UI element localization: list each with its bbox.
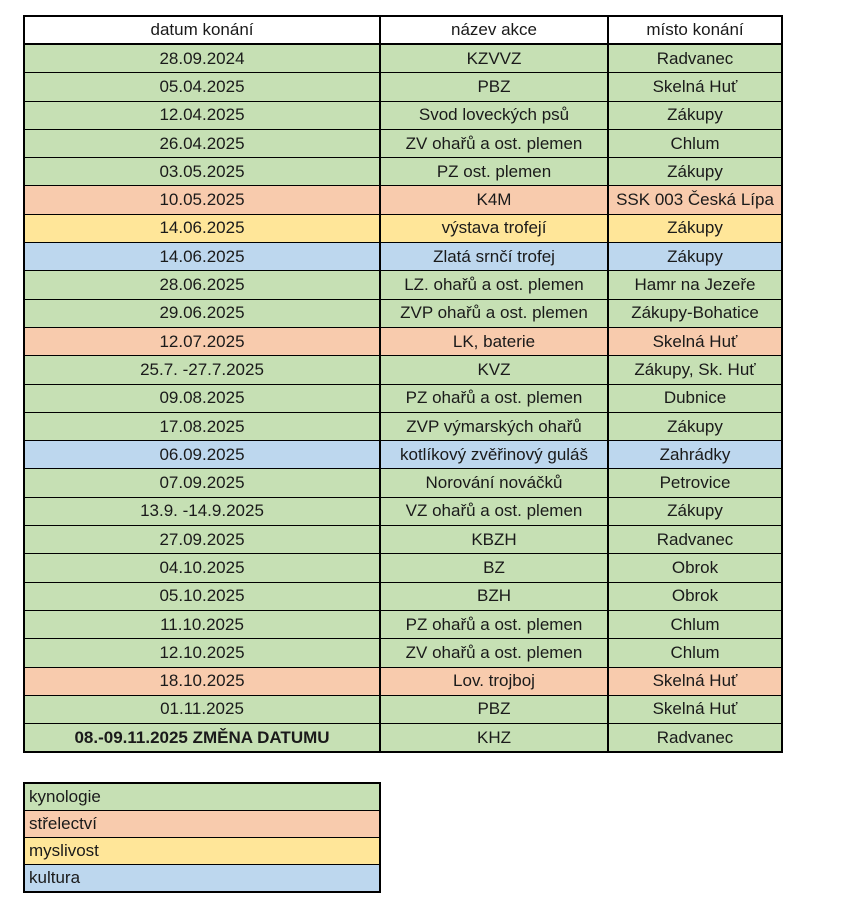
event-venue: Skelná Huť bbox=[608, 667, 782, 695]
table-row bbox=[24, 101, 782, 129]
event-name: KVZ bbox=[380, 356, 608, 384]
legend-label: kynologie bbox=[24, 783, 380, 811]
table-row bbox=[24, 554, 782, 582]
event-venue: Zákupy bbox=[608, 214, 782, 242]
event-name: PBZ bbox=[380, 695, 608, 723]
legend-row bbox=[24, 838, 380, 865]
event-date: 12.04.2025 bbox=[24, 101, 380, 129]
event-name: Zlatá srnčí trofej bbox=[380, 243, 608, 271]
event-name: ZVP ohařů a ost. plemen bbox=[380, 299, 608, 327]
header-venue: místo konání bbox=[608, 16, 782, 44]
event-name: Lov. trojboj bbox=[380, 667, 608, 695]
event-date: 29.06.2025 bbox=[24, 299, 380, 327]
event-date: 18.10.2025 bbox=[24, 667, 380, 695]
event-venue: Zákupy bbox=[608, 412, 782, 440]
legend-row bbox=[24, 865, 380, 893]
table-row bbox=[24, 73, 782, 101]
table-row bbox=[24, 610, 782, 638]
event-date: 17.08.2025 bbox=[24, 412, 380, 440]
table-row bbox=[24, 639, 782, 667]
legend-label: kultura bbox=[24, 865, 380, 893]
legend-body bbox=[24, 783, 380, 892]
table-header bbox=[24, 16, 782, 44]
event-venue: Chlum bbox=[608, 129, 782, 157]
event-name: VZ ohařů a ost. plemen bbox=[380, 497, 608, 525]
event-venue: Obrok bbox=[608, 554, 782, 582]
event-venue: Skelná Huť bbox=[608, 327, 782, 355]
event-name: KBZH bbox=[380, 526, 608, 554]
event-venue: Radvanec bbox=[608, 526, 782, 554]
table-row bbox=[24, 412, 782, 440]
event-date: 07.09.2025 bbox=[24, 469, 380, 497]
event-name: KZVVZ bbox=[380, 44, 608, 73]
legend-row bbox=[24, 783, 380, 811]
event-venue: Petrovice bbox=[608, 469, 782, 497]
event-name: KHZ bbox=[380, 724, 608, 753]
table-row bbox=[24, 158, 782, 186]
event-date: 05.04.2025 bbox=[24, 73, 380, 101]
event-name: PZ ost. plemen bbox=[380, 158, 608, 186]
event-date: 14.06.2025 bbox=[24, 214, 380, 242]
event-venue: Zákupy bbox=[608, 497, 782, 525]
table-row bbox=[24, 44, 782, 73]
event-name: PBZ bbox=[380, 73, 608, 101]
event-venue: Zákupy-Bohatice bbox=[608, 299, 782, 327]
header-event-name: název akce bbox=[380, 16, 608, 44]
event-name: Norování nováčků bbox=[380, 469, 608, 497]
event-venue: Zákupy bbox=[608, 243, 782, 271]
event-name: PZ ohařů a ost. plemen bbox=[380, 384, 608, 412]
table-row bbox=[24, 724, 782, 753]
event-venue: Skelná Huť bbox=[608, 695, 782, 723]
table-row bbox=[24, 695, 782, 723]
event-date: 28.09.2024 bbox=[24, 44, 380, 73]
event-name: K4M bbox=[380, 186, 608, 214]
event-date: 27.09.2025 bbox=[24, 526, 380, 554]
event-venue: Zahrádky bbox=[608, 441, 782, 469]
table-row bbox=[24, 214, 782, 242]
event-date: 05.10.2025 bbox=[24, 582, 380, 610]
event-date: 12.07.2025 bbox=[24, 327, 380, 355]
event-date: 08.-09.11.2025 ZMĚNA DATUMU bbox=[24, 724, 380, 753]
table-row bbox=[24, 271, 782, 299]
table-row bbox=[24, 129, 782, 157]
event-name: ZVP výmarských ohařů bbox=[380, 412, 608, 440]
event-name: kotlíkový zvěřinový guláš bbox=[380, 441, 608, 469]
event-date: 09.08.2025 bbox=[24, 384, 380, 412]
event-date: 14.06.2025 bbox=[24, 243, 380, 271]
event-date: 12.10.2025 bbox=[24, 639, 380, 667]
event-venue: Dubnice bbox=[608, 384, 782, 412]
event-venue: Zákupy, Sk. Huť bbox=[608, 356, 782, 384]
table-body bbox=[24, 44, 782, 752]
event-name: BZ bbox=[380, 554, 608, 582]
table-row bbox=[24, 469, 782, 497]
table-row bbox=[24, 526, 782, 554]
table-row bbox=[24, 441, 782, 469]
table-row bbox=[24, 497, 782, 525]
table-row bbox=[24, 243, 782, 271]
event-date: 04.10.2025 bbox=[24, 554, 380, 582]
event-venue: Zákupy bbox=[608, 101, 782, 129]
category-legend bbox=[23, 782, 381, 893]
event-venue: SSK 003 Česká Lípa bbox=[608, 186, 782, 214]
event-venue: Chlum bbox=[608, 639, 782, 667]
table-row bbox=[24, 327, 782, 355]
event-date: 11.10.2025 bbox=[24, 610, 380, 638]
event-date: 13.9. -14.9.2025 bbox=[24, 497, 380, 525]
event-name: ZV ohařů a ost. plemen bbox=[380, 639, 608, 667]
header-date: datum konání bbox=[24, 16, 380, 44]
table-row bbox=[24, 356, 782, 384]
event-date: 03.05.2025 bbox=[24, 158, 380, 186]
event-date: 10.05.2025 bbox=[24, 186, 380, 214]
event-date: 26.04.2025 bbox=[24, 129, 380, 157]
event-date: 06.09.2025 bbox=[24, 441, 380, 469]
event-name: výstava trofejí bbox=[380, 214, 608, 242]
legend-row bbox=[24, 811, 380, 838]
header-row bbox=[24, 16, 782, 44]
table-row bbox=[24, 186, 782, 214]
legend-label: střelectví bbox=[24, 811, 380, 838]
event-venue: Radvanec bbox=[608, 44, 782, 73]
event-name: BZH bbox=[380, 582, 608, 610]
event-date: 25.7. -27.7.2025 bbox=[24, 356, 380, 384]
event-date: 01.11.2025 bbox=[24, 695, 380, 723]
event-venue: Chlum bbox=[608, 610, 782, 638]
table-row bbox=[24, 384, 782, 412]
table-row bbox=[24, 299, 782, 327]
event-name: PZ ohařů a ost. plemen bbox=[380, 610, 608, 638]
events-schedule-table bbox=[23, 15, 783, 753]
event-venue: Zákupy bbox=[608, 158, 782, 186]
event-name: Svod loveckých psů bbox=[380, 101, 608, 129]
event-name: ZV ohařů a ost. plemen bbox=[380, 129, 608, 157]
event-venue: Hamr na Jezeře bbox=[608, 271, 782, 299]
event-venue: Obrok bbox=[608, 582, 782, 610]
event-venue: Skelná Huť bbox=[608, 73, 782, 101]
event-venue: Radvanec bbox=[608, 724, 782, 753]
event-name: LK, baterie bbox=[380, 327, 608, 355]
table-row bbox=[24, 582, 782, 610]
legend-label: myslivost bbox=[24, 838, 380, 865]
event-name: LZ. ohařů a ost. plemen bbox=[380, 271, 608, 299]
event-date: 28.06.2025 bbox=[24, 271, 380, 299]
table-row bbox=[24, 667, 782, 695]
